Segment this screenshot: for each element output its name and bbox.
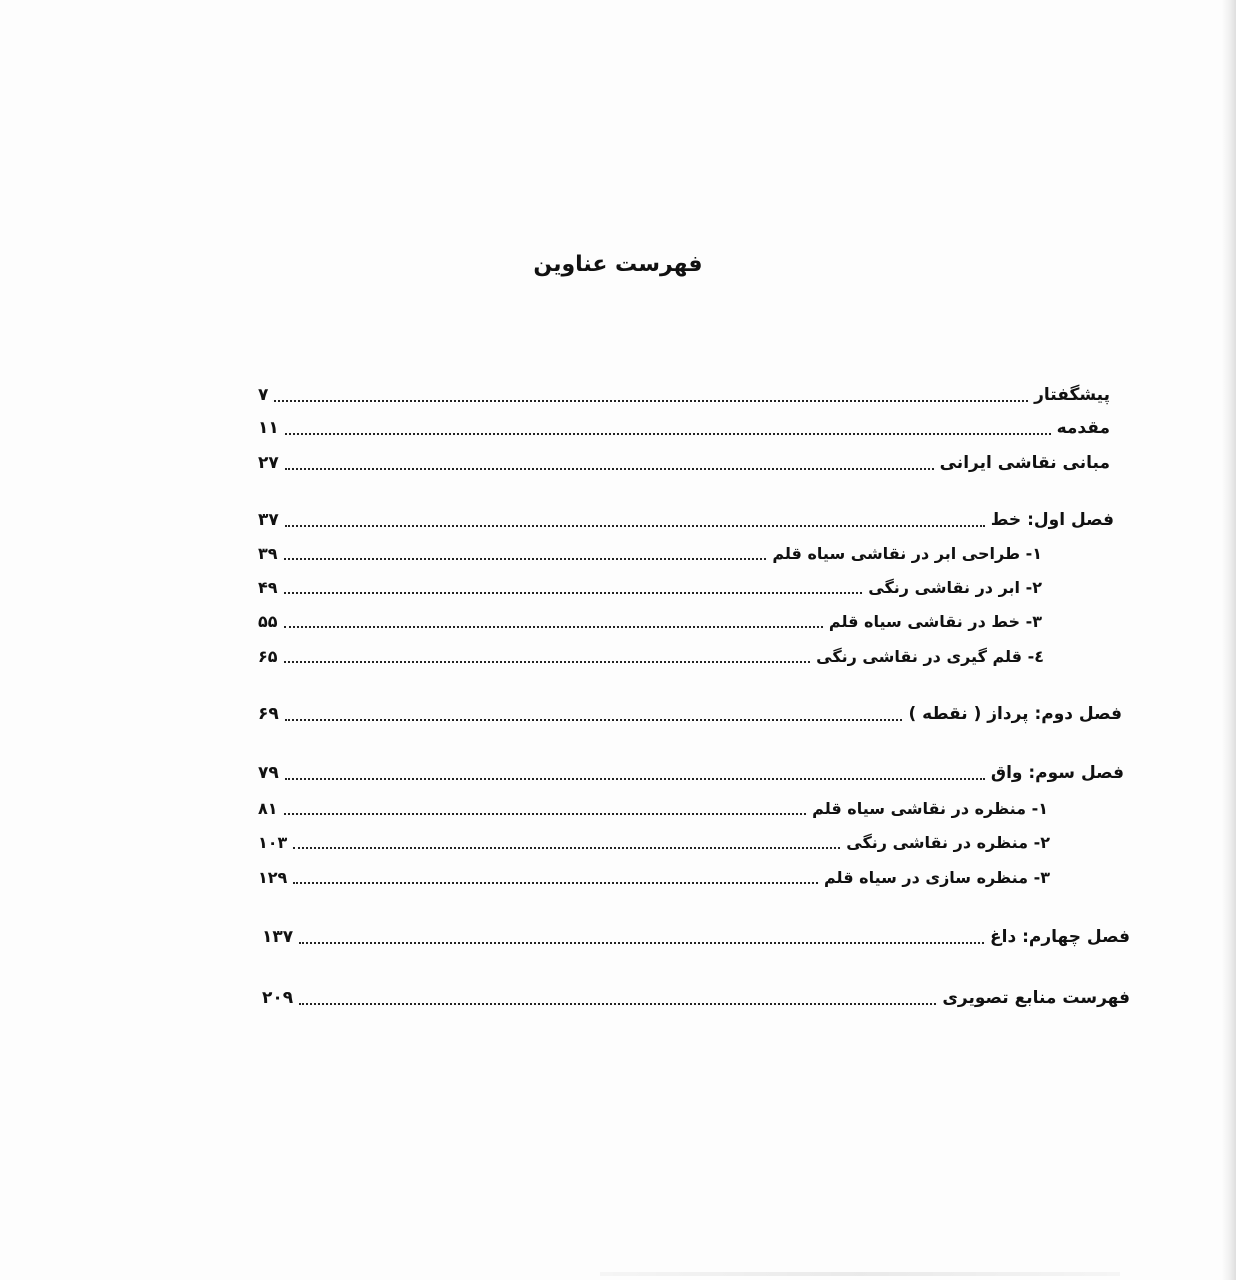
toc-leader-dots (293, 847, 840, 849)
scan-artifact (600, 1272, 1120, 1276)
toc-entry-label: فصل اول: خط (990, 510, 1114, 530)
toc-leader-dots (299, 942, 984, 944)
toc-entry-label: ۳- منظره سازی در سیاه قلم (824, 867, 1050, 887)
toc-entry-label: ۳- خط در نقاشی سیاه قلم (828, 611, 1042, 631)
toc-entry-page: ۵۵ (258, 611, 278, 631)
toc-leader-dots (284, 626, 823, 628)
toc-entry-label: ٤- قلم گیری در نقاشی رنگی (816, 646, 1044, 666)
toc-leader-dots (274, 400, 1028, 402)
toc-leader-dots (285, 433, 1051, 435)
toc-leader-dots (284, 661, 811, 663)
toc-entry-introduction (258, 413, 1110, 443)
toc-entry-page: ۸۱ (258, 798, 278, 818)
toc-entry-chapter-4 (262, 922, 1130, 952)
toc-entry-chapter-3 (258, 758, 1124, 788)
toc-entry-label: ۱- طراحی ابر در نقاشی سیاه قلم (772, 543, 1042, 563)
toc-entry-page: ۲۷ (258, 453, 279, 473)
toc-entry-label: فصل دوم: پرداز ( نقطه ) (908, 704, 1122, 724)
toc-entry-page: ۱۲۹ (258, 867, 288, 887)
toc-entry-chapter-1-section-3 (258, 606, 1042, 636)
toc-entry-foundations (258, 448, 1110, 478)
toc-entry-chapter-1-section-4 (258, 641, 1044, 671)
toc-entry-page: ۳۹ (258, 543, 278, 563)
toc-entry-chapter-3-section-3 (258, 862, 1050, 892)
toc-entry-page: ۷۹ (258, 763, 279, 783)
toc-entry-chapter-1-section-1 (258, 538, 1042, 568)
toc-entry-preface (258, 380, 1110, 410)
toc-entry-label: ۲- ابر در نقاشی رنگی (868, 577, 1042, 597)
toc-entry-chapter-2 (258, 699, 1122, 729)
toc-entry-label: ۱- منظره در نقاشی سیاه قلم (812, 798, 1048, 818)
toc-entry-chapter-3-section-1 (258, 793, 1048, 823)
toc-entry-page: ۴۹ (258, 577, 278, 597)
toc-entry-chapter-1-section-2 (258, 572, 1042, 602)
page-title: فهرست عناوین (533, 252, 703, 277)
toc-entry-page: ۱۰۳ (258, 832, 288, 852)
toc-leader-dots (284, 592, 863, 594)
toc-entry-page: ۷ (258, 385, 269, 405)
toc-entry-label: فهرست منابع تصویری (942, 988, 1130, 1008)
toc-leader-dots (285, 468, 934, 470)
toc-entry-label: مبانی نقاشی ایرانی (939, 453, 1110, 473)
page-edge-shadow (1222, 0, 1236, 1280)
toc-entry-page: ۱۳۷ (262, 927, 294, 947)
toc-leader-dots (284, 813, 807, 815)
toc-entry-label: فصل سوم: واق (990, 763, 1124, 783)
toc-leader-dots (285, 525, 985, 527)
toc-entry-label: فصل چهارم: داغ (990, 927, 1130, 947)
toc-entry-page: ۶۹ (258, 704, 279, 724)
toc-entry-chapter-1 (258, 505, 1114, 535)
toc-leader-dots (293, 882, 818, 884)
toc-entry-page: ۱۱ (258, 418, 279, 438)
toc-leader-dots (299, 1003, 936, 1005)
toc-entry-image-sources (262, 983, 1130, 1013)
toc-entry-page: ۲۰۹ (262, 988, 294, 1008)
toc-entry-label: ۲- منظره در نقاشی رنگی (846, 832, 1050, 852)
toc-leader-dots (285, 719, 903, 721)
toc-entry-label: مقدمه (1056, 418, 1110, 438)
toc-entry-page: ۶۵ (258, 646, 278, 666)
toc-entry-page: ۳۷ (258, 510, 279, 530)
toc-leader-dots (284, 558, 767, 560)
toc-leader-dots (285, 778, 985, 780)
toc-entry-label: پیشگفتار (1034, 385, 1110, 405)
toc-entry-chapter-3-section-2 (258, 827, 1050, 857)
